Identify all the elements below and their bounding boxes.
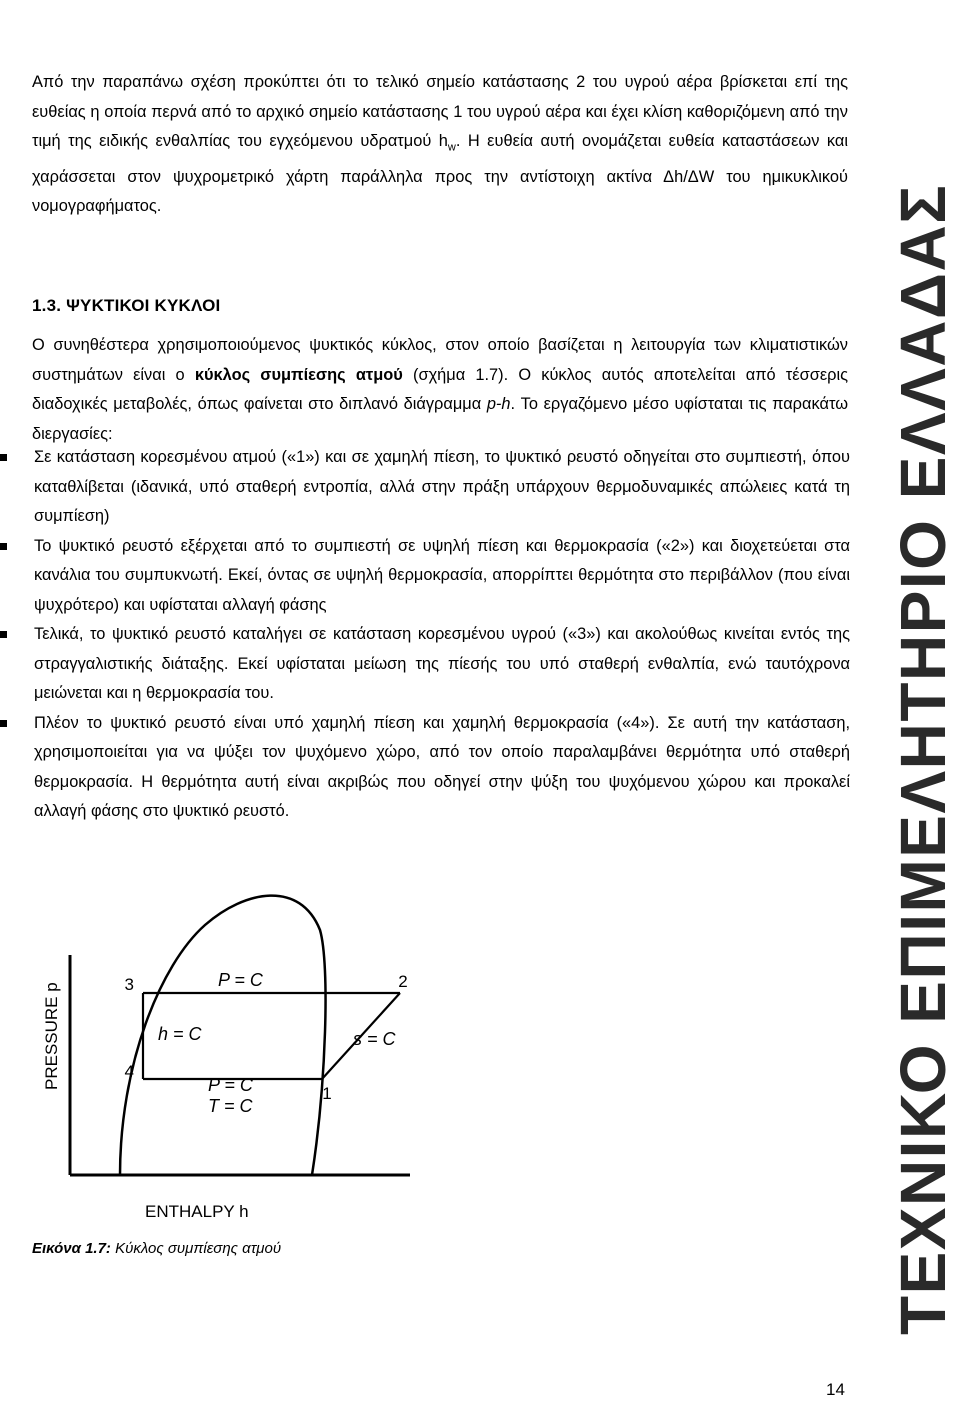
ph-diagram [30,885,430,1225]
process-label-evaporation-p: P = C [208,1075,253,1095]
bullet-text: Σε κατάσταση κορεσμένου ατμού («1») και σε χαμηλή πίεση, το ψυκτικό ρευστό οδηγείται στο συμπιεστή, όπου καταθλίβεται (ιδανικά, υπό σταθερή εντροπία, αλλά στην πράξη υπάρχουν θερμοδυναμικές απώλειες κατά τη συμπίεση) [34,448,850,525]
list-item [0,532,850,621]
point-label-2: 2 [398,972,408,991]
caption-label: Εικόνα 1.7: [32,1240,111,1257]
process-label-throttling: h = C [158,1024,202,1044]
intro-text: Από την παραπάνω σχέση προκύπτει ότι το τελικό σημείο κατάστασης 2 του υγρού αέρα βρίσκεται επί της ευθείας η οποία περνά από το αρχικό σημείο κατάστασης 1 του υγρού αέρα και έχει κλίση καθοριζόμενη από την τιμή της ειδικής ενθαλπίας του εγχεόμενου υδρατμού h [32,73,848,150]
caption-text: Κύκλος συμπίεσης ατμού [110,1240,282,1257]
intro-text-end: . Η ευθεία αυτή ονομάζεται ευθεία καταστάσεων και χαράσσεται στον ψυχρομετρικό χάρτη παράλληλα προς την αντίστοιχη ακτίνα Δh/ΔW του ημικυκλικού νομογραφήματος. [32,132,848,216]
point-label-4: 4 [124,1062,134,1081]
list-item [0,709,850,827]
section-text-3: . Το εργαζόμενο μέσο υφίσταται τις παρακάτω διεργασίες: [32,395,848,443]
process-label-evaporation-t: T = C [208,1096,253,1116]
section-heading: 1.3. ΨΥΚΤΙΚΟΙ ΚΥΚΛΟΙ [32,296,221,315]
intro-paragraph [32,68,848,222]
page-number: 14 [826,1380,845,1399]
point-label-3: 3 [124,975,134,994]
bullet-square-icon [0,454,7,461]
bullet-square-icon [0,720,7,727]
ph-diagram-figure [30,885,430,1225]
section-bold-term: κύκλος συμπίεσης ατμού [194,365,403,384]
bullet-text: Πλέον το ψυκτικό ρευστό είναι υπό χαμηλή πίεση και χαμηλή θερμοκρασία («4»). Σε αυτή την κατάσταση, χρησιμοποιείται για να ψύξει τον ψυχόμενο χώρο, από τον οποίο παραλαμβάνει θερμότητα υπό σταθερή θερμοκρασία. Η θερμότητα αυτή είναι ακριβώς που οδηγεί στην ψύξη του ψυχόμενου χώρου και προκαλεί αλλαγή φάσης στο ψυκτικό ρευστό. [34,713,850,820]
y-axis-label: PRESSURE p [42,982,61,1090]
section-text-2: (σχήμα 1.7). Ο κύκλος αυτός αποτελείται από τέσσερις διαδοχικές μεταβολές, όπως φαίνεται στο διπλανό διάγραμμα [32,365,848,413]
point-label-1: 1 [322,1084,332,1103]
bullet-square-icon [0,631,7,638]
x-axis-label: ENTHALPY h [145,1202,249,1221]
bullet-text: Τελικά, το ψυκτικό ρευστό καταλήγει σε κατάσταση κορεσμένου υγρού («3») και ακολούθως κινείται εντός της στραγγαλιστικής διάταξης. Εκεί υφίσταται μείωση της πίεσής του υπό σταθερή ενθαλπία, ενώ ταυτόχρονα μειώνεται και η θερμοκρασία του. [34,625,850,702]
list-item [0,620,850,709]
process-label-compression: s = C [353,1029,396,1049]
bullet-text: Το ψυκτικό ρευστό εξέρχεται από το συμπιεστή σε υψηλή πίεση και θερμοκρασία («2») και διοχετεύεται στα κανάλια του συμπυκνωτή. Εκεί, όντας σε υψηλή θερμοκρασία, απορρίπτει θερμότητα στο περιβάλλον (που είναι ψυχρότερο) και υφίσταται αλλαγή φάσης [34,536,850,614]
process-bullet-list [0,443,960,827]
process-label-condensation: P = C [218,970,263,990]
bullet-square-icon [0,543,7,550]
saturation-dome-curve [120,896,326,1175]
figure-caption [32,1240,281,1257]
intro-subscript: w [447,141,456,154]
side-watermark: ΤΕΧΝΙΚΟ ΕΠΙΜΕΛΗΤΗΡΙΟ ΕΛΛΑΔΑΣ [887,183,959,1335]
list-item [0,443,850,532]
section-paragraph [32,331,848,449]
section-italic-term: p-h [486,395,511,413]
section-text-1: Ο συνηθέστερα χρησιμοποιούμενος ψυκτικός κύκλος, στον οποίο βασίζεται η λειτουργία των κλιματιστικών συστημάτων είναι ο [32,336,848,384]
